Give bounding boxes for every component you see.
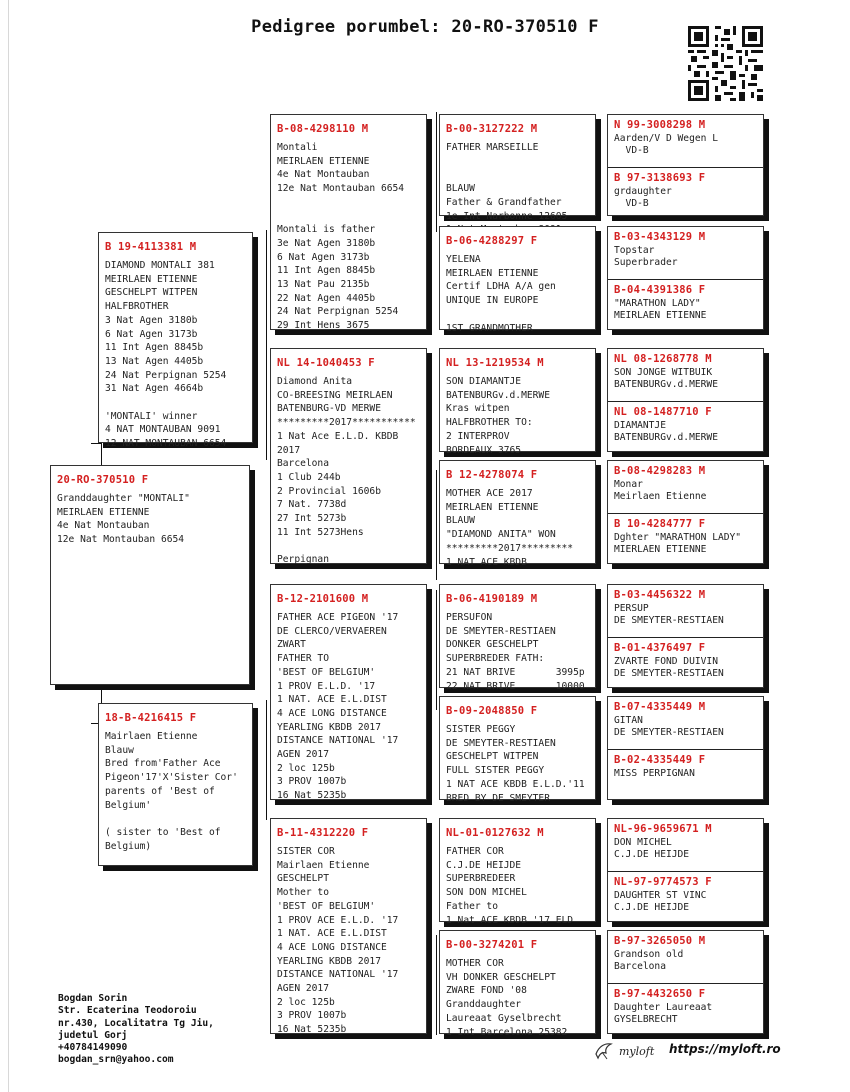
gen4-details: MISS PERPIGNAN [614,768,695,779]
gen4-ring-number: B-03-4456322 M [614,589,706,601]
gen4-details: Topstar Superbrader [614,245,678,268]
gen4-details: Daughter Laureaat GYSELBRECHT [614,1002,713,1025]
sire-dam-card[interactable] [270,348,427,564]
gen3-ring-number: NL-01-0127632 M [446,827,544,839]
subject-details: Granddaughter "MONTALI" MEIRLAEN ETIENNE 4e Nat Montauban 12e Nat Montauban 6654 [57,493,190,546]
gen3-ring-number: B 12-4278074 F [446,469,538,481]
gen4-ring-number: B-01-4376497 F [614,642,706,654]
gen3-details: FATHER COR C.J.DE HEIJDE SUPERBREDEER SON DON MICHEL Father to 1 Nat ACE KBDB '17 ELD [446,846,574,926]
sire-sire-details: Montali MEIRLAEN ETIENNE 4e Nat Montauban 12e Nat Montauban 6654 Montali is father 3e Nat Agen 3180b 6 Nat Agen 3173b 11 Int Agen 8845b 13 Nat Pau 2135b 22 Nat Agen 4405b 24 Nat Perpignan 5254 29 Int Hens 3675 [277,142,405,332]
gen4-details: DON MICHEL C.J.DE HEIJDE [614,837,690,860]
gen4-ring-number: B-97-4432650 F [614,988,706,1000]
connector-sd [436,470,437,580]
gen3-card-5[interactable] [439,584,596,692]
gen4-details: ZVARTE FOND DUIVIN DE SMEYTER-RESTIAEN [614,656,724,679]
gen4-ring-number: B-03-4343129 M [614,231,706,243]
sire-dam-ring-number: NL 14-1040453 F [277,357,375,369]
gen3-card-7[interactable] [439,818,596,926]
gen3-details: YELENA MEIRLAEN ETIENNE Certif LDHA A/A gen UNIQUE IN EUROPE 1ST GRANDMOTHER [446,254,556,334]
gen4-ring-number: NL-97-9774573 F [614,876,712,888]
sire-card[interactable] [98,232,253,450]
website-link[interactable]: https://myloft.ro [669,1042,781,1056]
gen4-details: Dghter "MARATHON LADY" MIERLAEN ETIENNE [614,532,742,555]
connector-dam [266,700,267,820]
gen3-ring-number: B-06-4288297 F [446,235,538,247]
gen4-details: Monar Meirlaen Etienne [614,479,707,502]
gen3-details: PERSUFON DE SMEYTER-RESTIAEN DONKER GESCHELPT SUPERBREDER FATH: 21 NAT BRIVE 3995p 22 NAT BRIVE 10000 [446,612,585,692]
gen4-ring-number: B-08-4298283 M [614,465,706,477]
sire-details: DIAMOND MONTALI 381 MEIRLAEN ETIENNE GESCHELPT WITPEN HALFBROTHER 3 Nat Agen 3180b 6 Nat Agen 3173b 11 Int Agen 8845b 13 Nat Agen 4405b 24 Nat Perpignan 5254 31 Nat Agen 4664b 'MONTALI' winner 4 NAT MONTAUBAN 9091 12 NAT MONTAUBAN 6654 [105,260,227,450]
sire-sire-card[interactable] [270,114,427,330]
dam-dam-ring-number: B-11-4312220 F [277,827,369,839]
gen3-ring-number: B-09-2048850 F [446,705,538,717]
gen4-card-8[interactable] [607,930,764,1034]
gen3-details: MOTHER ACE 2017 MEIRLAEN ETIENNE BLAUW "DIAMOND ANITA" WON *********2017********* 1 NAT ACE KBDB [446,488,574,568]
gen4-card-3[interactable] [607,348,764,452]
gen3-card-1[interactable] [439,114,596,222]
gen4-ring-number: B 10-4284777 F [614,518,706,530]
gen4-card-4[interactable] [607,460,764,564]
gen4-details: SON JONGE WITBUIK BATENBURGv.d.MERWE [614,367,718,390]
gen4-card-5[interactable] [607,584,764,688]
subject-ring-number: 20-RO-370510 F [57,474,149,486]
dam-sire-card[interactable] [270,584,427,800]
connector-ss [436,112,437,232]
connector-ds [436,590,437,710]
sire-dam-details: Diamond Anita CO-BREESING MEIRLAEN BATENBURG-VD MERWE *********2017*********** 1 Nat Ace E.L.D. KBDB 2017 Barcelona 1 Club 244b 2 Provincial 1606b 7 Nat. 7738d 27 Int 5273b 11 Int 5273Hens Perpignan [277,376,416,566]
dam-dam-details: SISTER COR Mairlaen Etienne GESCHELPT Mother to 'BEST OF BELGIUM' 1 PROV ACE E.L.D. '17 1 NAT. ACE E.L.DIST 4 ACE LONG DISTANCE YEARLING KBDB 2017 DISTANCE NATIONAL '17 AGEN 2017 2 loc 125b 3 PROV 1007b 16 Nat 5235b [277,846,399,1036]
myloft-logo [593,1040,654,1062]
dam-ring-number: 18-B-4216415 F [105,712,197,724]
gen4-details: "MARATHON LADY" MEIRLAEN ETIENNE [614,298,707,321]
gen3-card-3[interactable] [439,348,596,456]
gen3-details: SON DIAMANTJE BATENBURGv.d.MERWE Kras witpen HALFBROTHER TO: 2 INTERPROV BORDEAUX 3765 [446,376,550,456]
gen4-details: PERSUP DE SMEYTER-RESTIAEN [614,603,724,626]
dam-sire-details: FATHER ACE PIGEON '17 DE CLERCO/VERVAEREN ZWART FATHER TO 'BEST OF BELGIUM' 1 PROV E.L.D. '17 1 NAT. ACE E.L.DIST 4 ACE LONG DISTANCE YEARLING KBDB 2017 DISTANCE NATIONAL '17 AGEN 2017 2 loc 125b 3 PROV 1007b 16 Nat 5235b [277,612,399,802]
gen4-card-6[interactable] [607,696,764,800]
gen4-ring-number: NL-96-9659671 M [614,823,712,835]
gen3-ring-number: B-00-3127222 M [446,123,538,135]
logo-wordmark: myloft [619,1044,655,1058]
gen3-details: MOTHER COR VH DONKER GESCHELPT ZWARE FOND '08 Granddaughter Laureaat Gyselbrecht 1 Int Barcelona 25382 [446,958,568,1038]
gen4-details: Grandson old Barcelona [614,949,684,972]
gen3-card-2[interactable] [439,226,596,334]
sire-sire-ring-number: B-08-4298110 M [277,123,369,135]
subject-card[interactable] [50,465,250,685]
gen4-ring-number: B-97-3265050 M [614,935,706,947]
pigeon-logo-icon [593,1040,615,1062]
gen4-details: grdaughter VD-B [614,186,672,209]
gen4-details: GITAN DE SMEYTER-RESTIAEN [614,715,724,738]
sire-ring-number: B 19-4113381 M [105,241,197,253]
gen3-details: SISTER PEGGY DE SMEYTER-RESTIAEN GESCHELPT WITPEN FULL SISTER PEGGY 1 NAT ACE KBDB E.L.D.'11 BRED BY DE SMEYTER [446,724,585,804]
gen3-card-4[interactable] [439,460,596,568]
gen4-ring-number: B-02-4335449 F [614,754,706,766]
dam-card[interactable] [98,703,253,866]
gen3-card-6[interactable] [439,696,596,804]
gen4-details: Aarden/V D Wegen L VD-B [614,133,718,156]
gen3-ring-number: NL 13-1219534 M [446,357,544,369]
gen4-card-1[interactable] [607,114,764,216]
gen4-details: DIAMANTJE BATENBURGv.d.MERWE [614,420,718,443]
gen4-details: DAUGHTER ST VINC C.J.DE HEIJDE [614,890,707,913]
gen3-card-8[interactable] [439,930,596,1038]
gen4-ring-number: NL 08-1268778 M [614,353,712,365]
gen3-ring-number: B-00-3274201 F [446,939,538,951]
gen4-card-7[interactable] [607,818,764,922]
gen4-ring-number: B-04-4391386 F [614,284,706,296]
gen4-card-2[interactable] [607,226,764,330]
dam-dam-card[interactable] [270,818,427,1034]
qr-code [688,26,763,101]
gen4-ring-number: B 97-3138693 F [614,172,706,184]
connector-sire [266,230,267,460]
gen3-details: FATHER MARSEILLE BLAUW Father & Grandfather 1e Int Narbonne 12605 [446,142,568,222]
gen3-ring-number: B-06-4190189 M [446,593,538,605]
dam-details: Mairlaen Etienne Blauw Bred from'Father Ace Pigeon'17'X'Sister Cor' parents of 'Best of Belgium' ( sister to 'Best of Belgium) [105,731,238,852]
connector-dd [436,935,437,1035]
page-title: Pedigree porumbel: 20-RO-370510 F [251,17,599,37]
gen4-ring-number: B-07-4335449 M [614,701,706,713]
dam-sire-ring-number: B-12-2101600 M [277,593,369,605]
owner-contact: Bogdan Sorin Str. Ecaterina Teodoroiu nr.430, Localitatra Tg Jiu, judetul Gorj +40784149090 bogdan_srn@yahoo.com [58,993,214,1066]
page-edge-line [8,0,9,1092]
gen4-ring-number: N 99-3008298 M [614,119,706,131]
gen4-ring-number: NL 08-1487710 F [614,406,712,418]
